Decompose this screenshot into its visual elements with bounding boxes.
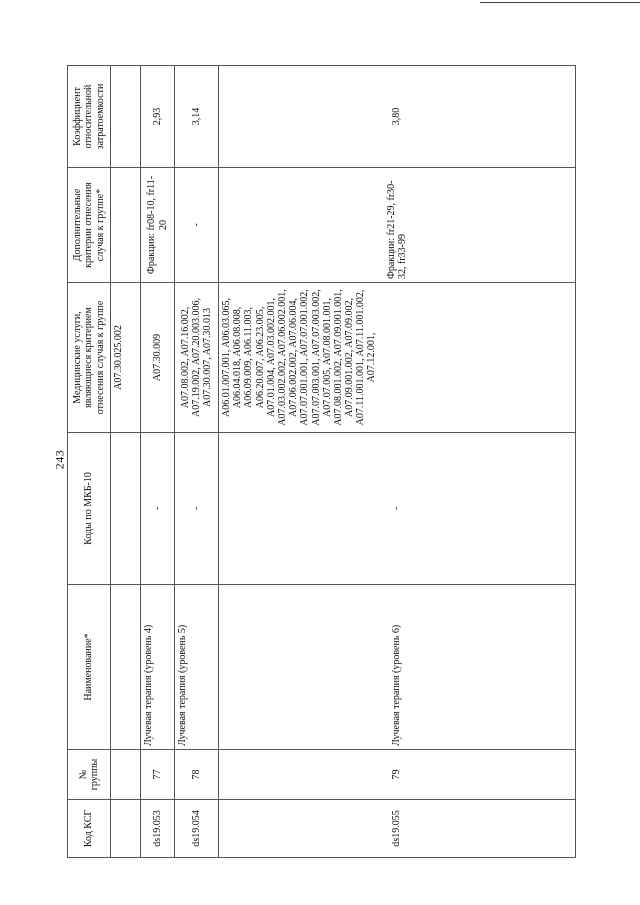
cell-name: Лучевая терапия (уровень 6) (219, 585, 576, 750)
col-header-code: Код КСГ (68, 800, 111, 858)
cell-coef (111, 66, 141, 168)
col-header-name: Наименование* (68, 585, 111, 750)
cell-mkb: - (175, 433, 219, 585)
cell-services: A06.01.007.001, A06.03.065, A06.04.018, A06.08.008, A06.09.009, A06.11.003, A06.20.007, A06.23.005, A07.01.004, A07.03.002.001, A07.03.002.002, A07.06.002.001, A07.06.002.002, A07.06.004, A07.07.001.001, A07.07.001.002, A07.07.003.001, A07.07.003.002, A07.07.005, A07.08.001.001, A07.08.001.002, A07.09.001.001, A07.09.001.002, A07.09.002, A07.11.001.001, A07.11.001.002, A07.12.001, (219, 283, 576, 433)
cell-code: ds19.054 (175, 800, 219, 858)
col-header-coef: Коэффициент относительной затратоемкости (68, 66, 111, 168)
rotated-table-container (67, 66, 576, 858)
col-header-num: № группы (68, 750, 111, 800)
cell-name: Лучевая терапия (уровень 4) (141, 585, 175, 750)
cell-coef: 3,80 (219, 66, 576, 168)
table-row (175, 66, 219, 858)
cell-coef: 2,93 (141, 66, 175, 168)
col-header-mkb: Коды по МКБ-10 (68, 433, 111, 585)
cell-mkb: - (219, 433, 576, 585)
cell-name (111, 585, 141, 750)
cell-services: A07.30.025.002 (111, 283, 141, 433)
cell-num: 78 (175, 750, 219, 800)
ksg-table (67, 65, 576, 858)
table-wrapper (67, 66, 576, 858)
cell-services: A07.30.009 (141, 283, 175, 433)
cell-code: ds19.055 (219, 800, 576, 858)
page-number: 243 (52, 449, 67, 470)
table-row (111, 66, 141, 858)
table-row (141, 66, 175, 858)
col-header-criteria: Дополнительные критерии отнесения случая к группе* (68, 168, 111, 283)
cell-coef: 3,14 (175, 66, 219, 168)
cell-services: A07.08.002, A07.16.002, A07.19.002, A07.20.003.006, A07.30.007, A07.30.013 (175, 283, 219, 433)
table-header-row (68, 66, 111, 858)
cell-criteria: - (175, 168, 219, 283)
cell-mkb (111, 433, 141, 585)
top-rule (480, 2, 640, 3)
cell-code: ds19.053 (141, 800, 175, 858)
cell-num: 79 (219, 750, 576, 800)
cell-criteria (111, 168, 141, 283)
cell-num (111, 750, 141, 800)
cell-mkb: - (141, 433, 175, 585)
table-row (219, 66, 576, 858)
col-header-services: Медицинские услуги, являющиеся критерием отнесения случая к группе (68, 283, 111, 433)
cell-num: 77 (141, 750, 175, 800)
cell-criteria: Фракции: fr08-10, fr11-20 (141, 168, 175, 283)
cell-code (111, 800, 141, 858)
cell-name: Лучевая терапия (уровень 5) (175, 585, 219, 750)
cell-criteria: Фракции: fr21-29, fr30-32, fr33-99 (219, 168, 576, 283)
